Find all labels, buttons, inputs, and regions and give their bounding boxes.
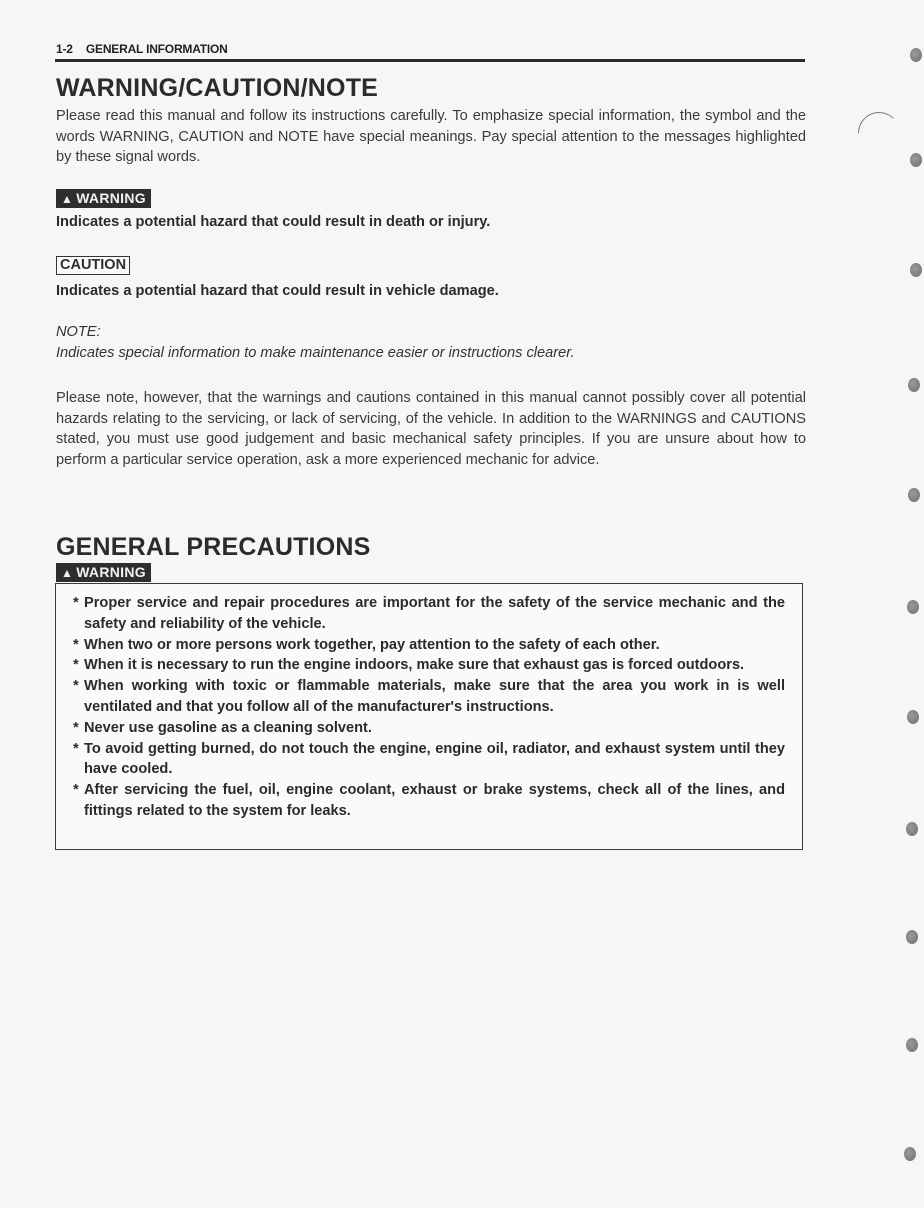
header-section: GENERAL INFORMATION (85, 42, 228, 56)
precautions-warning-label: WARNING (76, 564, 146, 580)
precautions-warning-badge (56, 563, 151, 582)
punch-hole (907, 600, 919, 614)
warning-definition: Indicates a potential hazard that could result in death or injury. (56, 214, 491, 230)
warning-triangle-icon: ▲ (61, 192, 74, 206)
precautions-list (73, 593, 785, 822)
list-item: * When two or more persons work together, pay attention to the safety of each other. (73, 635, 785, 656)
list-item: * To avoid getting burned, do not touch the engine, engine oil, radiator, and exhaust system until they have cooled. (73, 740, 785, 778)
punch-hole (906, 822, 918, 836)
punch-hole (910, 153, 922, 167)
caution-badge-label: CAUTION (60, 257, 127, 273)
note-label: NOTE: (56, 324, 101, 340)
section-title-warning-caution-note: WARNING/CAUTION/NOTE (56, 74, 379, 102)
warning-triangle-icon: ▲ (61, 566, 74, 580)
asterisk-bullet: * (73, 657, 79, 674)
asterisk-bullet: * (73, 740, 79, 757)
page-number: 1-2 (56, 42, 73, 56)
asterisk-bullet: * (73, 782, 79, 799)
header-rule (55, 59, 805, 62)
asterisk-bullet: * (73, 678, 79, 695)
scan-artifact-arc (849, 103, 908, 162)
list-item: * After servicing the fuel, oil, engine coolant, exhaust or brake systems, check all of the lines, and fittings related to the system for leaks. (73, 782, 785, 819)
caution-badge (56, 256, 130, 275)
list-item: * When it is necessary to run the engine indoors, make sure that exhaust gas is forced outdoors. (73, 655, 785, 676)
intro-paragraph: Please read this manual and follow its instructions carefully. To emphasize special information, the symbol and the words WARNING, CAUTION and NOTE have special meanings. Pay special attention to the messages highlighted by these signal words. (56, 108, 806, 165)
closing-paragraph: Please note, however, that the warnings and cautions contained in this manual cannot possibly cover all potential hazards relating to the servicing, or lack of servicing, of the vehicle. In addition to the WARNINGS and CAUTIONS stated, you must use good judgement and basic mechanical safety principles. If you are unsure about how to perform a particular service operation, ask a more experienced mechanic for advice. (56, 390, 806, 468)
list-item: * Proper service and repair procedures are important for the safety of the service mechanic and the safety and reliability of the vehicle. (73, 595, 785, 632)
punch-hole (910, 263, 922, 277)
precautions-warning-box (55, 583, 803, 850)
punch-hole (910, 48, 922, 62)
caution-definition: Indicates a potential hazard that could result in vehicle damage. (56, 283, 499, 299)
punch-hole (906, 930, 918, 944)
list-item: * Never use gasoline as a cleaning solvent. (73, 718, 785, 739)
asterisk-bullet: * (73, 636, 79, 653)
list-item: * When working with toxic or flammable materials, make sure that the area you work in is well ventilated and that you follow all of the manufacturer's instructions. (73, 678, 785, 715)
asterisk-bullet: * (73, 595, 79, 611)
warning-badge-label: WARNING (76, 190, 146, 206)
section-title-general-precautions: GENERAL PRECAUTIONS (56, 533, 371, 561)
running-header (56, 42, 804, 56)
warning-badge (56, 189, 151, 208)
punch-hole (906, 1038, 918, 1052)
note-definition: Indicates special information to make maintenance easier or instructions clearer. (56, 345, 575, 361)
punch-hole (908, 488, 920, 502)
punch-hole (907, 710, 919, 724)
punch-hole (904, 1147, 916, 1161)
punch-hole (908, 378, 920, 392)
asterisk-bullet: * (73, 719, 79, 736)
